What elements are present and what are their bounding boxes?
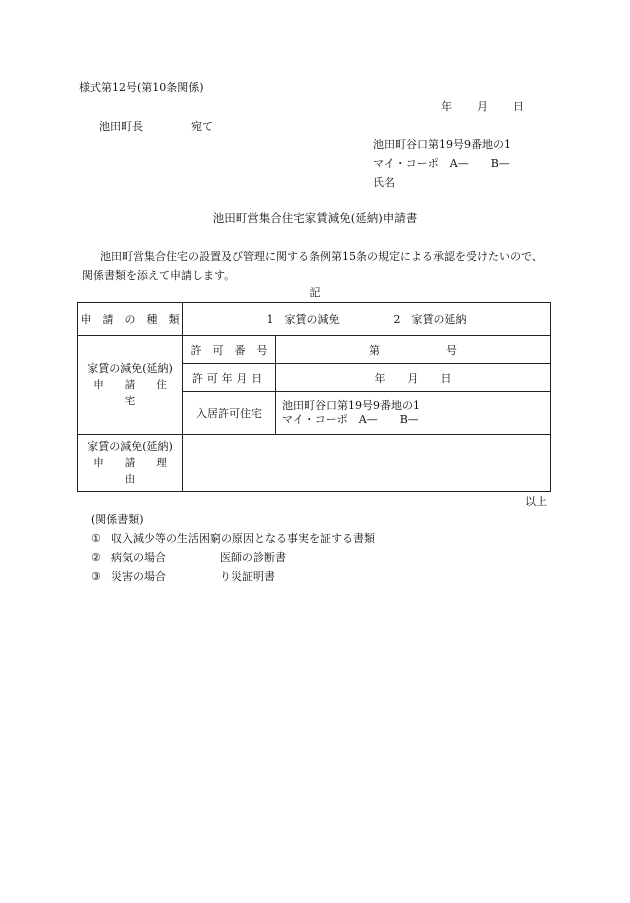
reason-label-line1: 家賃の減免(延納) bbox=[87, 440, 173, 453]
body-text: 池田町営集合住宅の設置及び管理に関する条例第15条の規定による承認を受けたいので、関係書類を添えて申請します。 bbox=[82, 250, 543, 282]
date-year: 年 bbox=[441, 100, 452, 113]
addressee-suffix: 宛て bbox=[191, 120, 213, 133]
residence-label: 入居許可住宅 bbox=[183, 392, 276, 435]
permit-date-label: 許可年月日 bbox=[183, 364, 276, 392]
form-number: 様式第12号(第10条関係) bbox=[79, 81, 204, 94]
doc-item bbox=[91, 552, 286, 563]
date-day: 日 bbox=[513, 100, 524, 113]
house-label bbox=[78, 336, 188, 435]
type-options bbox=[183, 303, 551, 336]
type-option-reduction: 1 家賃の減免 bbox=[266, 313, 340, 326]
doc-item-number: ② bbox=[91, 551, 101, 564]
house-label-line1: 家賃の減免(延納) bbox=[87, 362, 173, 375]
table-row-permit-no bbox=[78, 336, 551, 364]
permit-no-label: 許 可 番 号 bbox=[183, 336, 276, 364]
doc-item-case: 病気の場合 bbox=[111, 551, 166, 564]
ki-mark: 記 bbox=[309, 286, 321, 299]
doc-item-number: ③ bbox=[91, 570, 101, 583]
type-option-deferral: 2 家賃の延納 bbox=[393, 313, 467, 326]
document-title: 池田町営集合住宅家賃減免(延納)申請書 bbox=[212, 211, 418, 225]
doc-item bbox=[91, 533, 375, 544]
doc-item-case: 収入減少等の生活困窮の原因となる事実を証する書類 bbox=[111, 532, 375, 545]
type-label: 申 請 の 種 類 bbox=[78, 303, 183, 336]
permit-date-value: 年 月 日 bbox=[276, 364, 551, 392]
applicant-building: マイ・コーポ A— B— bbox=[373, 157, 510, 170]
doc-item bbox=[91, 571, 275, 582]
ijo-mark: 以上 bbox=[525, 495, 547, 508]
addressee-name: 池田町長 bbox=[99, 120, 143, 133]
reason-label bbox=[78, 435, 188, 492]
table-row-reason bbox=[78, 435, 551, 492]
house-label-line2: 申 請 住 宅 bbox=[93, 379, 188, 407]
applicant-address: 池田町谷口第19号9番地の1 bbox=[373, 138, 511, 151]
reason-value[interactable] bbox=[183, 435, 551, 492]
reason-label-line2: 申 請 理 由 bbox=[93, 457, 188, 485]
residence-building: マイ・コーポ A— B— bbox=[282, 413, 419, 426]
doc-item-document: り災証明書 bbox=[220, 570, 275, 583]
date-line bbox=[441, 101, 524, 112]
doc-item-case: 災害の場合 bbox=[111, 570, 166, 583]
doc-item-document: 医師の診断書 bbox=[220, 551, 286, 564]
date-month: 月 bbox=[477, 100, 488, 113]
application-table bbox=[77, 302, 551, 492]
doc-item-number: ① bbox=[91, 532, 101, 545]
docs-heading: (関係書類) bbox=[91, 513, 144, 526]
residence-address: 池田町谷口第19号9番地の1 bbox=[282, 399, 420, 412]
table-row-type bbox=[78, 303, 551, 336]
residence-value bbox=[276, 392, 551, 435]
applicant-name-label: 氏名 bbox=[373, 176, 395, 189]
addressee bbox=[99, 121, 213, 132]
permit-no-value: 第 号 bbox=[276, 336, 551, 364]
